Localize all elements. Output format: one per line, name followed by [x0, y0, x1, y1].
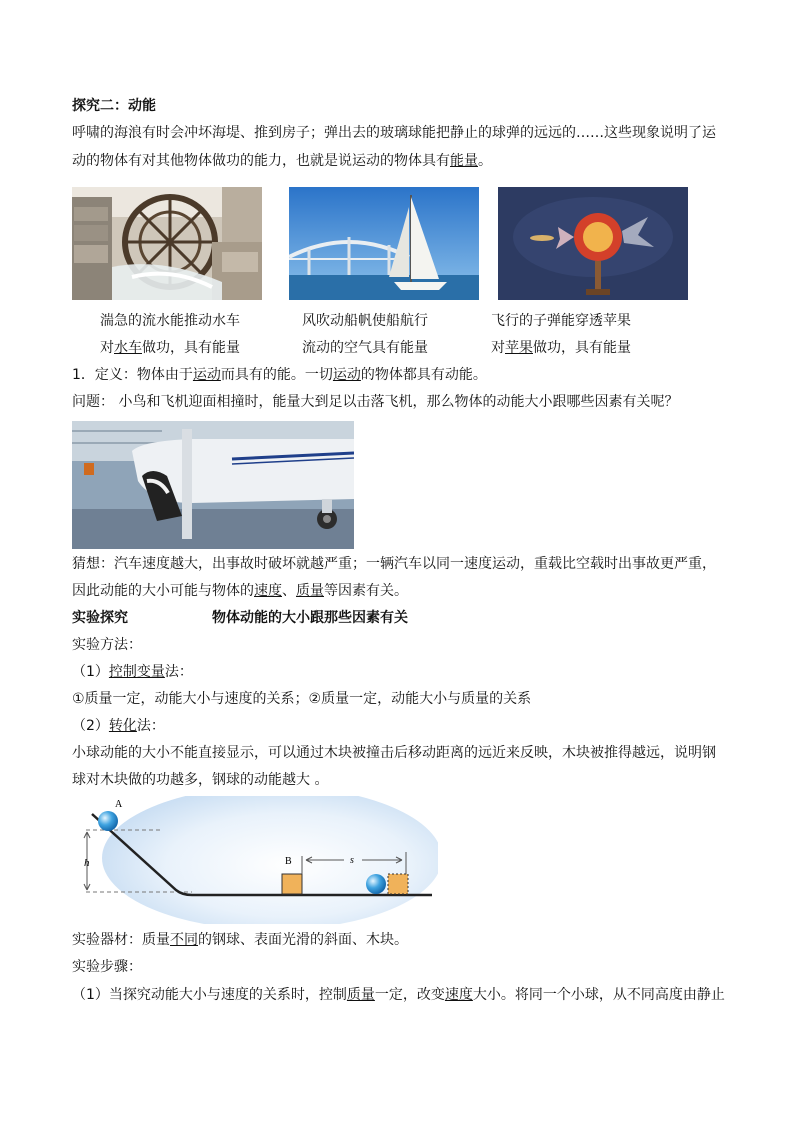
- experiment-title: 物体动能的大小跟那些因素有关: [212, 610, 408, 626]
- experiment-label: 实验探究: [72, 610, 128, 626]
- ball-a: [98, 811, 118, 831]
- caption-1-line-2: 对水车做功，具有能量: [100, 340, 240, 356]
- guess-line-2: 因此动能的大小可能与物体的速度、质量等因素有关。: [72, 583, 408, 599]
- guess-line-1: 猜想：汽车速度越大，出事故时破坏就越严重；一辆汽车以同一速度运动，重载比空载时出事故更严重，: [72, 556, 716, 572]
- caption-1-line-1: 湍急的流水能推动水车: [100, 313, 240, 329]
- section-title: 探究二：动能: [72, 98, 156, 114]
- block-moved: [388, 874, 408, 894]
- intro-line-1: 呼啸的海浪有时会冲坏海堤、推到房子；弹出去的玻璃球能把静止的球弹的远远的……这些现象说明了运: [72, 125, 716, 141]
- step-1: （1）当探究动能大小与速度的关系时，控制质量一定，改变速度大小。将同一个小球，从不同高度由静止: [72, 987, 725, 1003]
- intro-line-2: 动的物体有对其他物体做功的能力，也就是说运动的物体具有能量。: [72, 153, 492, 169]
- definition: 1．定义：物体由于运动而具有的能。一切运动的物体都具有动能。: [72, 367, 487, 383]
- water-wheel-photo: [72, 187, 262, 300]
- method-label: 实验方法：: [72, 637, 142, 653]
- caption-3-line-1: 飞行的子弹能穿透苹果: [491, 313, 631, 329]
- steps-label: 实验步骤：: [72, 959, 142, 975]
- method-2-desc-2: 球对木块做的功越多，钢球的动能越大 。: [72, 772, 329, 788]
- block-b-label: B: [285, 856, 292, 867]
- caption-2-line-1: 风吹动船帆使船航行: [302, 313, 428, 329]
- bullet-apple-photo: [498, 187, 688, 300]
- method-1: （1）控制变量法：: [72, 664, 193, 680]
- method-2: （2）转化法：: [72, 718, 165, 734]
- distance-label: s: [350, 855, 354, 866]
- caption-2-line-2: 流动的空气具有能量: [302, 340, 428, 356]
- caption-3-line-2: 对苹果做功，具有能量: [491, 340, 631, 356]
- ball-bottom: [366, 874, 386, 894]
- ball-a-label: A: [115, 799, 123, 810]
- method-2-desc-1: 小球动能的大小不能直接显示，可以通过木块被撞击后移动距离的远近来反映，木块被推得越远，说明钢: [72, 745, 716, 761]
- method-1-desc: ①质量一定，动能大小与速度的关系；②质量一定，动能大小与质量的关系: [72, 691, 532, 707]
- question: 问题： 小鸟和飞机迎面相撞时，能量大到足以击落飞机，那么物体的动能大小跟哪些因素有关呢？: [72, 394, 679, 410]
- sailboat-photo: [289, 187, 479, 300]
- block-b: [282, 874, 302, 894]
- height-label: h: [84, 857, 90, 869]
- ramp-experiment-diagram: [72, 796, 438, 924]
- materials: 实验器材：质量不同的钢球、表面光滑的斜面、木块。: [72, 932, 408, 948]
- bird-plane-collision-photo: [72, 421, 354, 549]
